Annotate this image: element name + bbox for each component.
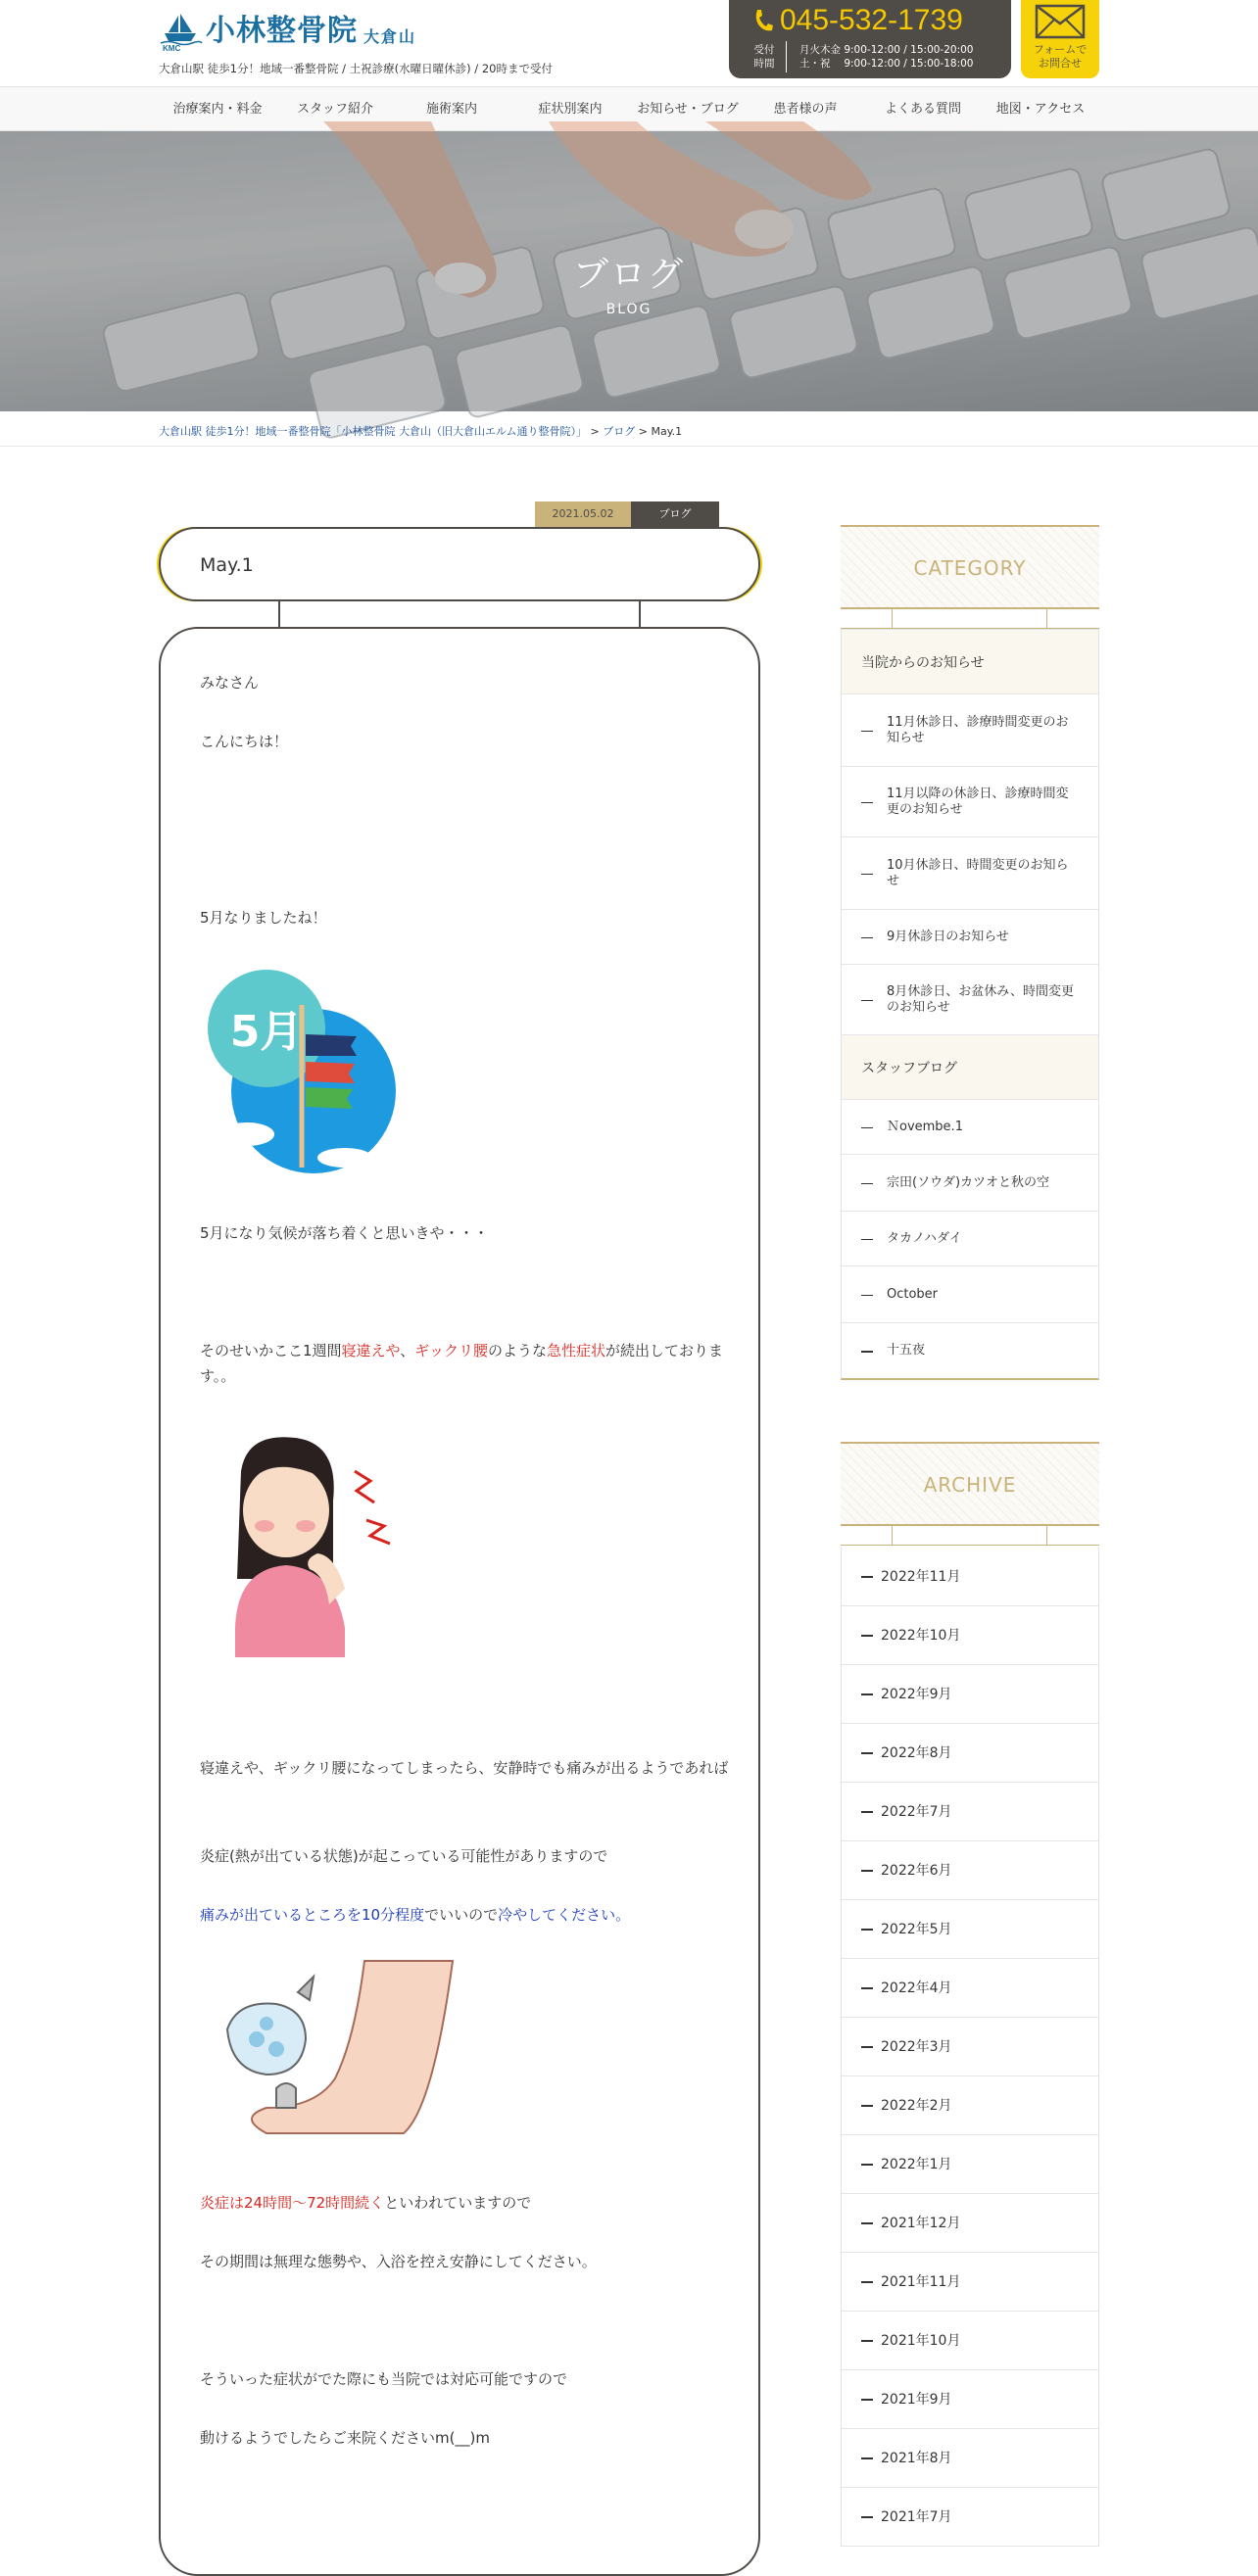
nav-item-faq[interactable]: よくある質問 — [884, 102, 961, 117]
nav-item-staff[interactable]: スタッフ紹介 — [296, 102, 373, 117]
archive-item[interactable]: 2021年10月 — [842, 2312, 1098, 2370]
logo-title: 小林整骨院 — [206, 14, 358, 48]
post-paragraph: 寝違えや、ギックリ腰になってしまったら、安静時でも痛みが出るようであれば — [200, 1759, 729, 1777]
category-item[interactable]: 10月休診日、時間変更のお知らせ — [842, 837, 1098, 910]
neck-pain-illustration — [208, 1432, 404, 1657]
header-tagline: 大倉山駅 徒歩1分！地域一番整骨院 / 土祝診療(水曜日曜休診) / 20時まで受付 — [159, 62, 553, 75]
post-paragraph-cooling: 痛みが出ているところを10分程度でいいので冷やしてください。 — [200, 1906, 631, 1924]
post-title: May.1 — [200, 554, 254, 576]
nav-item-news-blog[interactable]: お知らせ・ブログ — [637, 102, 739, 117]
breadcrumb-sep: > — [587, 425, 604, 438]
post-paragraph: 動けるようでしたらご来院くださいm(__)m — [200, 2429, 490, 2447]
ship-logo-icon — [159, 12, 202, 51]
form-label-1: フォームで — [1033, 43, 1088, 56]
hero-banner — [0, 131, 1258, 411]
archive-item[interactable]: 2022年7月 — [842, 1783, 1098, 1841]
logo-subtitle: 大倉山 — [363, 27, 417, 46]
hero-title: ブログ — [572, 255, 685, 295]
breadcrumb-blog[interactable]: ブログ — [603, 425, 636, 438]
category-list — [841, 629, 1099, 1380]
post-category[interactable]: ブログ — [631, 501, 719, 527]
category-item[interactable]: 11月休診日、診療時間変更のお知らせ — [842, 694, 1098, 767]
archive-item[interactable]: 2022年3月 — [842, 2018, 1098, 2076]
post-paragraph: こんにちは！ — [200, 733, 289, 750]
contact-form-button[interactable] — [1021, 0, 1099, 78]
nav-item-treatment-price[interactable]: 治療案内・料金 — [172, 102, 263, 117]
phone-icon — [752, 8, 774, 33]
category-item[interactable]: 8月休診日、お盆休み、時間変更のお知らせ — [842, 965, 1098, 1035]
post-paragraph-symptoms: そのせいかここ1週間寝違えや、ギックリ腰のような急性症状が続出しております。。 — [200, 1342, 724, 1385]
archive-list — [841, 1548, 1099, 2547]
post-paragraph: 5月なりましたね！ — [200, 909, 327, 927]
archive-item[interactable]: 2022年4月 — [842, 1959, 1098, 2018]
post-date: 2021.05.02 — [535, 501, 631, 527]
post-paragraph-inflammation: 炎症は24時間～72時間続くといわれていますので — [200, 2194, 532, 2212]
category-item[interactable]: October — [842, 1266, 1098, 1323]
post-paragraph: そういった症状がでた際にも当院では対応可能ですので — [200, 2370, 568, 2388]
post-body — [159, 627, 760, 2576]
hours-label: 受付 時間 — [753, 44, 775, 70]
category-item[interactable]: タカノハダイ — [842, 1212, 1098, 1266]
archive-tabs-decoration — [841, 1526, 1099, 1546]
category-item[interactable]: 宗田(ソウダ)カツオと秋の空 — [842, 1155, 1098, 1212]
phone-contact[interactable] — [729, 0, 1011, 78]
may-badge-text: 5月 — [229, 1007, 304, 1057]
category-item[interactable]: Ｎovembe.1 — [842, 1100, 1098, 1155]
archive-item[interactable]: 2022年5月 — [842, 1900, 1098, 1959]
site-header — [0, 0, 1258, 86]
breadcrumb-home[interactable]: 大倉山駅 徒歩1分！地域一番整骨院「小林整骨院 大倉山（旧大倉山エルム通り整骨院）」 — [159, 425, 588, 438]
category-heading: CATEGORY — [841, 525, 1099, 609]
category-item[interactable]: 11月以降の休診日、診療時間変更のお知らせ — [842, 767, 1098, 837]
nav-item-treatment[interactable]: 施術案内 — [425, 102, 477, 117]
breadcrumb — [0, 411, 1258, 447]
post-paragraph: 5月になり気候が落ち着くと思いきや・・・ — [200, 1224, 489, 1242]
mail-icon — [1035, 4, 1086, 39]
category-group-staff-blog[interactable]: スタッフブログ — [842, 1035, 1098, 1100]
nav-item-access[interactable]: 地図・アクセス — [995, 102, 1086, 117]
nav-item-symptoms[interactable]: 症状別案内 — [538, 102, 603, 117]
archive-item[interactable]: 2022年6月 — [842, 1841, 1098, 1900]
archive-item[interactable]: 2021年8月 — [842, 2429, 1098, 2488]
archive-heading: ARCHIVE — [841, 1442, 1099, 1526]
category-item[interactable]: 9月休診日のお知らせ — [842, 910, 1098, 965]
site-logo[interactable] — [159, 12, 416, 51]
title-connector — [278, 601, 280, 629]
breadcrumb-current: May.1 — [651, 425, 683, 438]
archive-item[interactable]: 2022年9月 — [842, 1665, 1098, 1724]
post-title-box — [159, 527, 760, 601]
post-paragraph: 炎症(熱が出ている状態)が起こっている可能性がありますので — [200, 1847, 608, 1865]
archive-item[interactable]: 2021年7月 — [842, 2488, 1098, 2547]
title-connector — [639, 601, 641, 629]
breadcrumb-sep: > — [635, 425, 652, 438]
archive-item[interactable]: 2022年8月 — [842, 1724, 1098, 1783]
form-label-2: お問合せ — [1039, 57, 1082, 70]
category-group-notices[interactable]: 当院からのお知らせ — [842, 630, 1098, 694]
category-item[interactable]: 十五夜 — [842, 1323, 1098, 1378]
hours-text: 月火木金 9:00-12:00 / 15:00-20:00 土・祝 9:00-12:00 / 15:00-18:00 — [799, 44, 974, 70]
post-paragraph: その期間は無理な態勢や、入浴を控え安静にしてください。 — [200, 2253, 597, 2270]
category-tabs-decoration — [841, 609, 1099, 629]
archive-item[interactable]: 2021年11月 — [842, 2253, 1098, 2312]
archive-item[interactable]: 2021年12月 — [842, 2194, 1098, 2253]
may-koinobori-illustration — [208, 966, 374, 1176]
archive-item[interactable]: 2021年9月 — [842, 2370, 1098, 2429]
logo-mark-text: KMC — [163, 44, 181, 53]
hero-subtitle: BLOG — [605, 302, 653, 317]
archive-item[interactable]: 2022年2月 — [842, 2076, 1098, 2135]
archive-item[interactable]: 2022年10月 — [842, 1606, 1098, 1665]
hours-divider — [786, 41, 787, 72]
archive-item[interactable]: 2022年1月 — [842, 2135, 1098, 2194]
ice-bag-ankle-illustration — [208, 1961, 462, 2137]
post-paragraph: みなさん — [200, 674, 260, 692]
archive-item[interactable]: 2022年11月 — [842, 1548, 1098, 1606]
phone-number[interactable]: 045-532-1739 — [780, 4, 963, 36]
nav-item-voices[interactable]: 患者様の声 — [773, 102, 838, 117]
